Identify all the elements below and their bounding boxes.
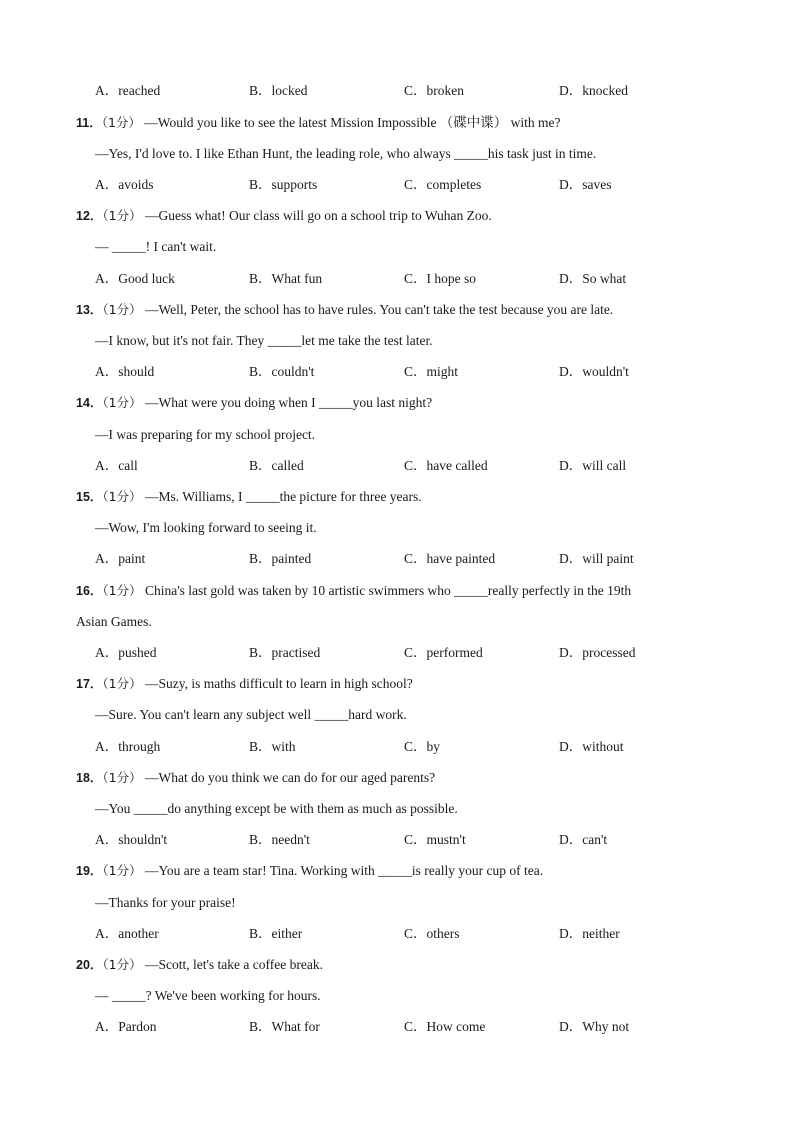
question-text: —Scott, let's take a coffee break. [144, 957, 323, 972]
option-a[interactable]: A．should [95, 364, 155, 379]
option-c[interactable]: C．I hope so [404, 271, 476, 286]
option-a[interactable]: A．avoids [95, 177, 154, 192]
question-stem [76, 208, 492, 224]
question-stem [76, 957, 323, 973]
question-stem [76, 489, 422, 505]
question-text-continued: Asian Games. [76, 614, 152, 629]
option-b[interactable]: B．painted [249, 551, 312, 566]
option-a[interactable]: A．pushed [95, 645, 157, 660]
option-a[interactable]: A．paint [95, 551, 146, 566]
option-d[interactable]: D．without [559, 739, 624, 754]
question-number: 11． [76, 116, 102, 130]
option-a[interactable]: A．call [95, 458, 138, 473]
question-stem [76, 115, 561, 131]
question-score: （1分） [102, 302, 142, 317]
option-b[interactable]: B．What for [249, 1019, 320, 1034]
question-text: —Ms. Williams, I _____the picture for three years. [144, 489, 422, 504]
question-text: —Well, Peter, the school has to have rules. You can't take the test because you are late. [144, 302, 614, 317]
question-number: 16． [76, 584, 103, 598]
option-d[interactable]: D．wouldn't [559, 364, 629, 379]
question-response: —Sure. You can't learn any subject well _____hard work. [95, 707, 407, 722]
option-b[interactable]: B．needn't [249, 832, 310, 847]
option-d[interactable]: D．Why not [559, 1019, 630, 1034]
option-a[interactable]: A．another [95, 926, 159, 941]
option-c[interactable]: C．by [404, 739, 441, 754]
option-a[interactable]: A．reached [95, 83, 161, 98]
option-c[interactable]: C．broken [404, 83, 464, 98]
question-response: — _____? We've been working for hours. [95, 988, 321, 1003]
option-b[interactable]: B．locked [249, 83, 308, 98]
question-number: 14． [76, 396, 103, 410]
question-number: 15． [76, 490, 103, 504]
question-text: —Guess what! Our class will go on a school trip to Wuhan Zoo. [144, 208, 492, 223]
question-text: —What do you think we can do for our aged parents? [144, 770, 436, 785]
question-response: — _____! I can't wait. [95, 239, 217, 254]
question-score: （1分） [102, 583, 142, 598]
option-a[interactable]: A．Pardon [95, 1019, 157, 1034]
option-d[interactable]: D．So what [559, 271, 627, 286]
question-stem [76, 395, 432, 411]
question-stem [76, 302, 613, 318]
option-d[interactable]: D．neither [559, 926, 620, 941]
question-number: 20． [76, 958, 103, 972]
question-number: 12． [76, 209, 103, 223]
question-number: 19． [76, 864, 103, 878]
option-a[interactable]: A．Good luck [95, 271, 175, 286]
option-d[interactable]: D．will call [559, 458, 627, 473]
question-score: （1分） [101, 115, 141, 130]
question-score: （1分） [102, 676, 142, 691]
question-score: （1分） [102, 863, 142, 878]
option-d[interactable]: D．saves [559, 177, 612, 192]
question-number: 17． [76, 677, 103, 691]
option-b[interactable]: B．called [249, 458, 304, 473]
question-response: —I was preparing for my school project. [95, 427, 316, 442]
question-number: 13． [76, 303, 103, 317]
question-response: —Wow, I'm looking forward to seeing it. [95, 520, 317, 535]
option-b[interactable]: B．couldn't [249, 364, 315, 379]
question-text: —Suzy, is maths difficult to learn in high school? [144, 676, 413, 691]
option-d[interactable]: D．knocked [559, 83, 628, 98]
question-response: —Thanks for your praise! [95, 895, 236, 910]
question-score: （1分） [102, 395, 142, 410]
question-response: —I know, but it's not fair. They _____let me take the test later. [95, 333, 433, 348]
option-c[interactable]: C．mustn't [404, 832, 466, 847]
option-d[interactable]: D．will paint [559, 551, 634, 566]
question-score: （1分） [102, 770, 142, 785]
question-number: 18． [76, 771, 103, 785]
question-stem [76, 863, 543, 879]
option-d[interactable]: D．can't [559, 832, 608, 847]
option-a[interactable]: A．through [95, 739, 161, 754]
option-c[interactable]: C．others [404, 926, 460, 941]
question-response: —You _____do anything except be with them as much as possible. [95, 801, 458, 816]
option-c[interactable]: C．have called [404, 458, 488, 473]
option-d[interactable]: D．processed [559, 645, 636, 660]
question-score: （1分） [102, 957, 142, 972]
option-c[interactable]: C．might [404, 364, 459, 379]
option-c[interactable]: C．completes [404, 177, 482, 192]
question-text: —What were you doing when I _____you last night? [144, 395, 433, 410]
option-b[interactable]: B．practised [249, 645, 321, 660]
question-stem [76, 676, 413, 692]
question-score: （1分） [102, 208, 142, 223]
question-stem [76, 770, 435, 786]
question-stem [76, 583, 631, 599]
question-response: —Yes, I'd love to. I like Ethan Hunt, the leading role, who always _____his task just in time. [95, 146, 597, 161]
option-c[interactable]: C．have painted [404, 551, 496, 566]
question-score: （1分） [102, 489, 142, 504]
option-b[interactable]: B．either [249, 926, 303, 941]
option-c[interactable]: C．How come [404, 1019, 486, 1034]
question-text: —Would you like to see the latest Mission Impossible （碟中谍） with me? [144, 115, 561, 130]
option-b[interactable]: B．What fun [249, 271, 323, 286]
option-c[interactable]: C．performed [404, 645, 483, 660]
option-a[interactable]: A．shouldn't [95, 832, 168, 847]
option-b[interactable]: B．supports [249, 177, 318, 192]
option-b[interactable]: B．with [249, 739, 296, 754]
question-text: —You are a team star! Tina. Working with _____is really your cup of tea. [144, 863, 544, 878]
question-text: China's last gold was taken by 10 artistic swimmers who _____really perfectly in the 19th [144, 583, 632, 598]
